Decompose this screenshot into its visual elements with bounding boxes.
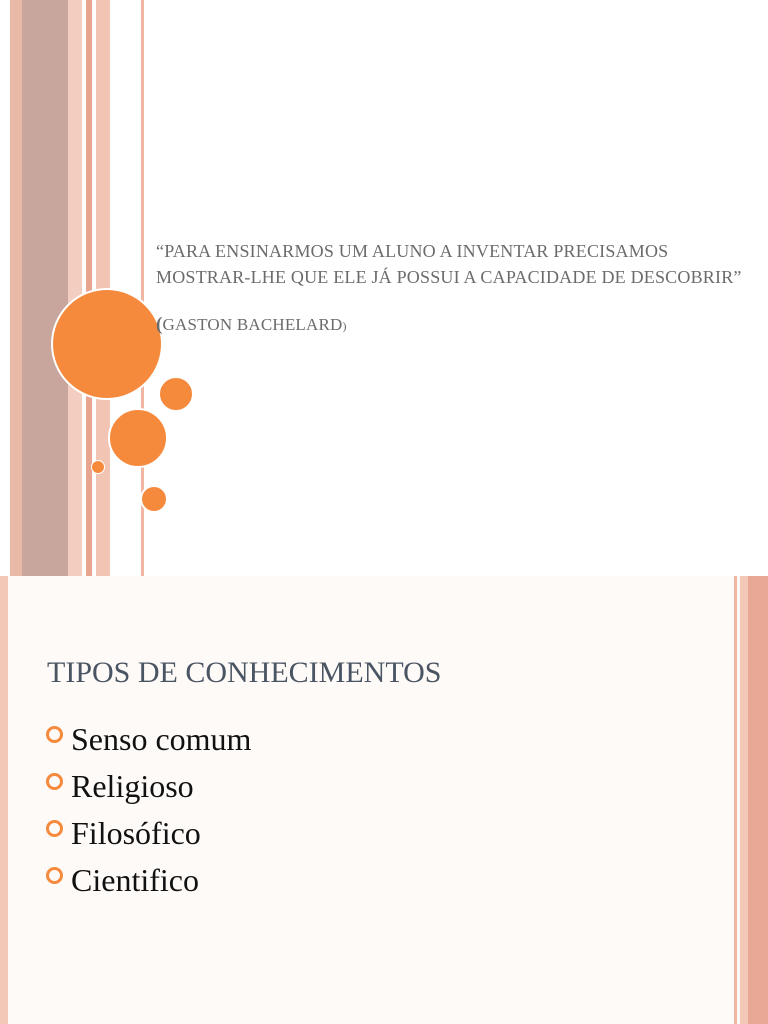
- quote-text: “PARA ENSINARMOS UM ALUNO A INVENTAR PRECISAMOS MOSTRAR-LHE QUE ELE JÁ POSSUI A CAPACIDADE DE DESCOBRIR”: [156, 241, 742, 287]
- bullet-text: Filosófico: [71, 815, 201, 851]
- decor-stripe: [10, 0, 22, 576]
- decor-circle: [158, 376, 194, 412]
- bullet-text: Senso comum: [71, 721, 252, 757]
- list-item: [46, 763, 251, 810]
- quote-block: [156, 238, 756, 339]
- circle-bullet-icon: [46, 867, 63, 884]
- list-item: [46, 716, 251, 763]
- decor-circle-small: [91, 460, 105, 474]
- list-item: [46, 857, 251, 904]
- quote-author: [156, 312, 756, 339]
- slide-knowledge-types: [0, 576, 768, 1024]
- decor-stripe: [748, 576, 768, 1024]
- circle-bullet-icon: [46, 773, 63, 790]
- bullet-list: [46, 716, 251, 904]
- author-paren-close: ): [342, 319, 347, 333]
- author-paren-open: (: [156, 314, 163, 335]
- author-name: GASTON BACHELARD: [162, 315, 343, 334]
- bullet-text: Religioso: [71, 768, 194, 804]
- decor-stripe: [740, 576, 748, 1024]
- decor-stripe: [68, 0, 82, 576]
- list-item: [46, 810, 251, 857]
- decor-stripe: [86, 0, 92, 576]
- circle-bullet-icon: [46, 820, 63, 837]
- decor-circle: [140, 485, 168, 513]
- decor-circle-large: [51, 288, 163, 400]
- decor-circle: [108, 408, 168, 468]
- bullet-text: Cientifico: [71, 862, 199, 898]
- slide-title: TIPOS DE CONHECIMENTOS: [47, 656, 442, 689]
- decor-stripe: [734, 576, 737, 1024]
- circle-bullet-icon: [46, 726, 63, 743]
- decor-stripe: [22, 0, 68, 576]
- decor-stripe: [0, 576, 8, 1024]
